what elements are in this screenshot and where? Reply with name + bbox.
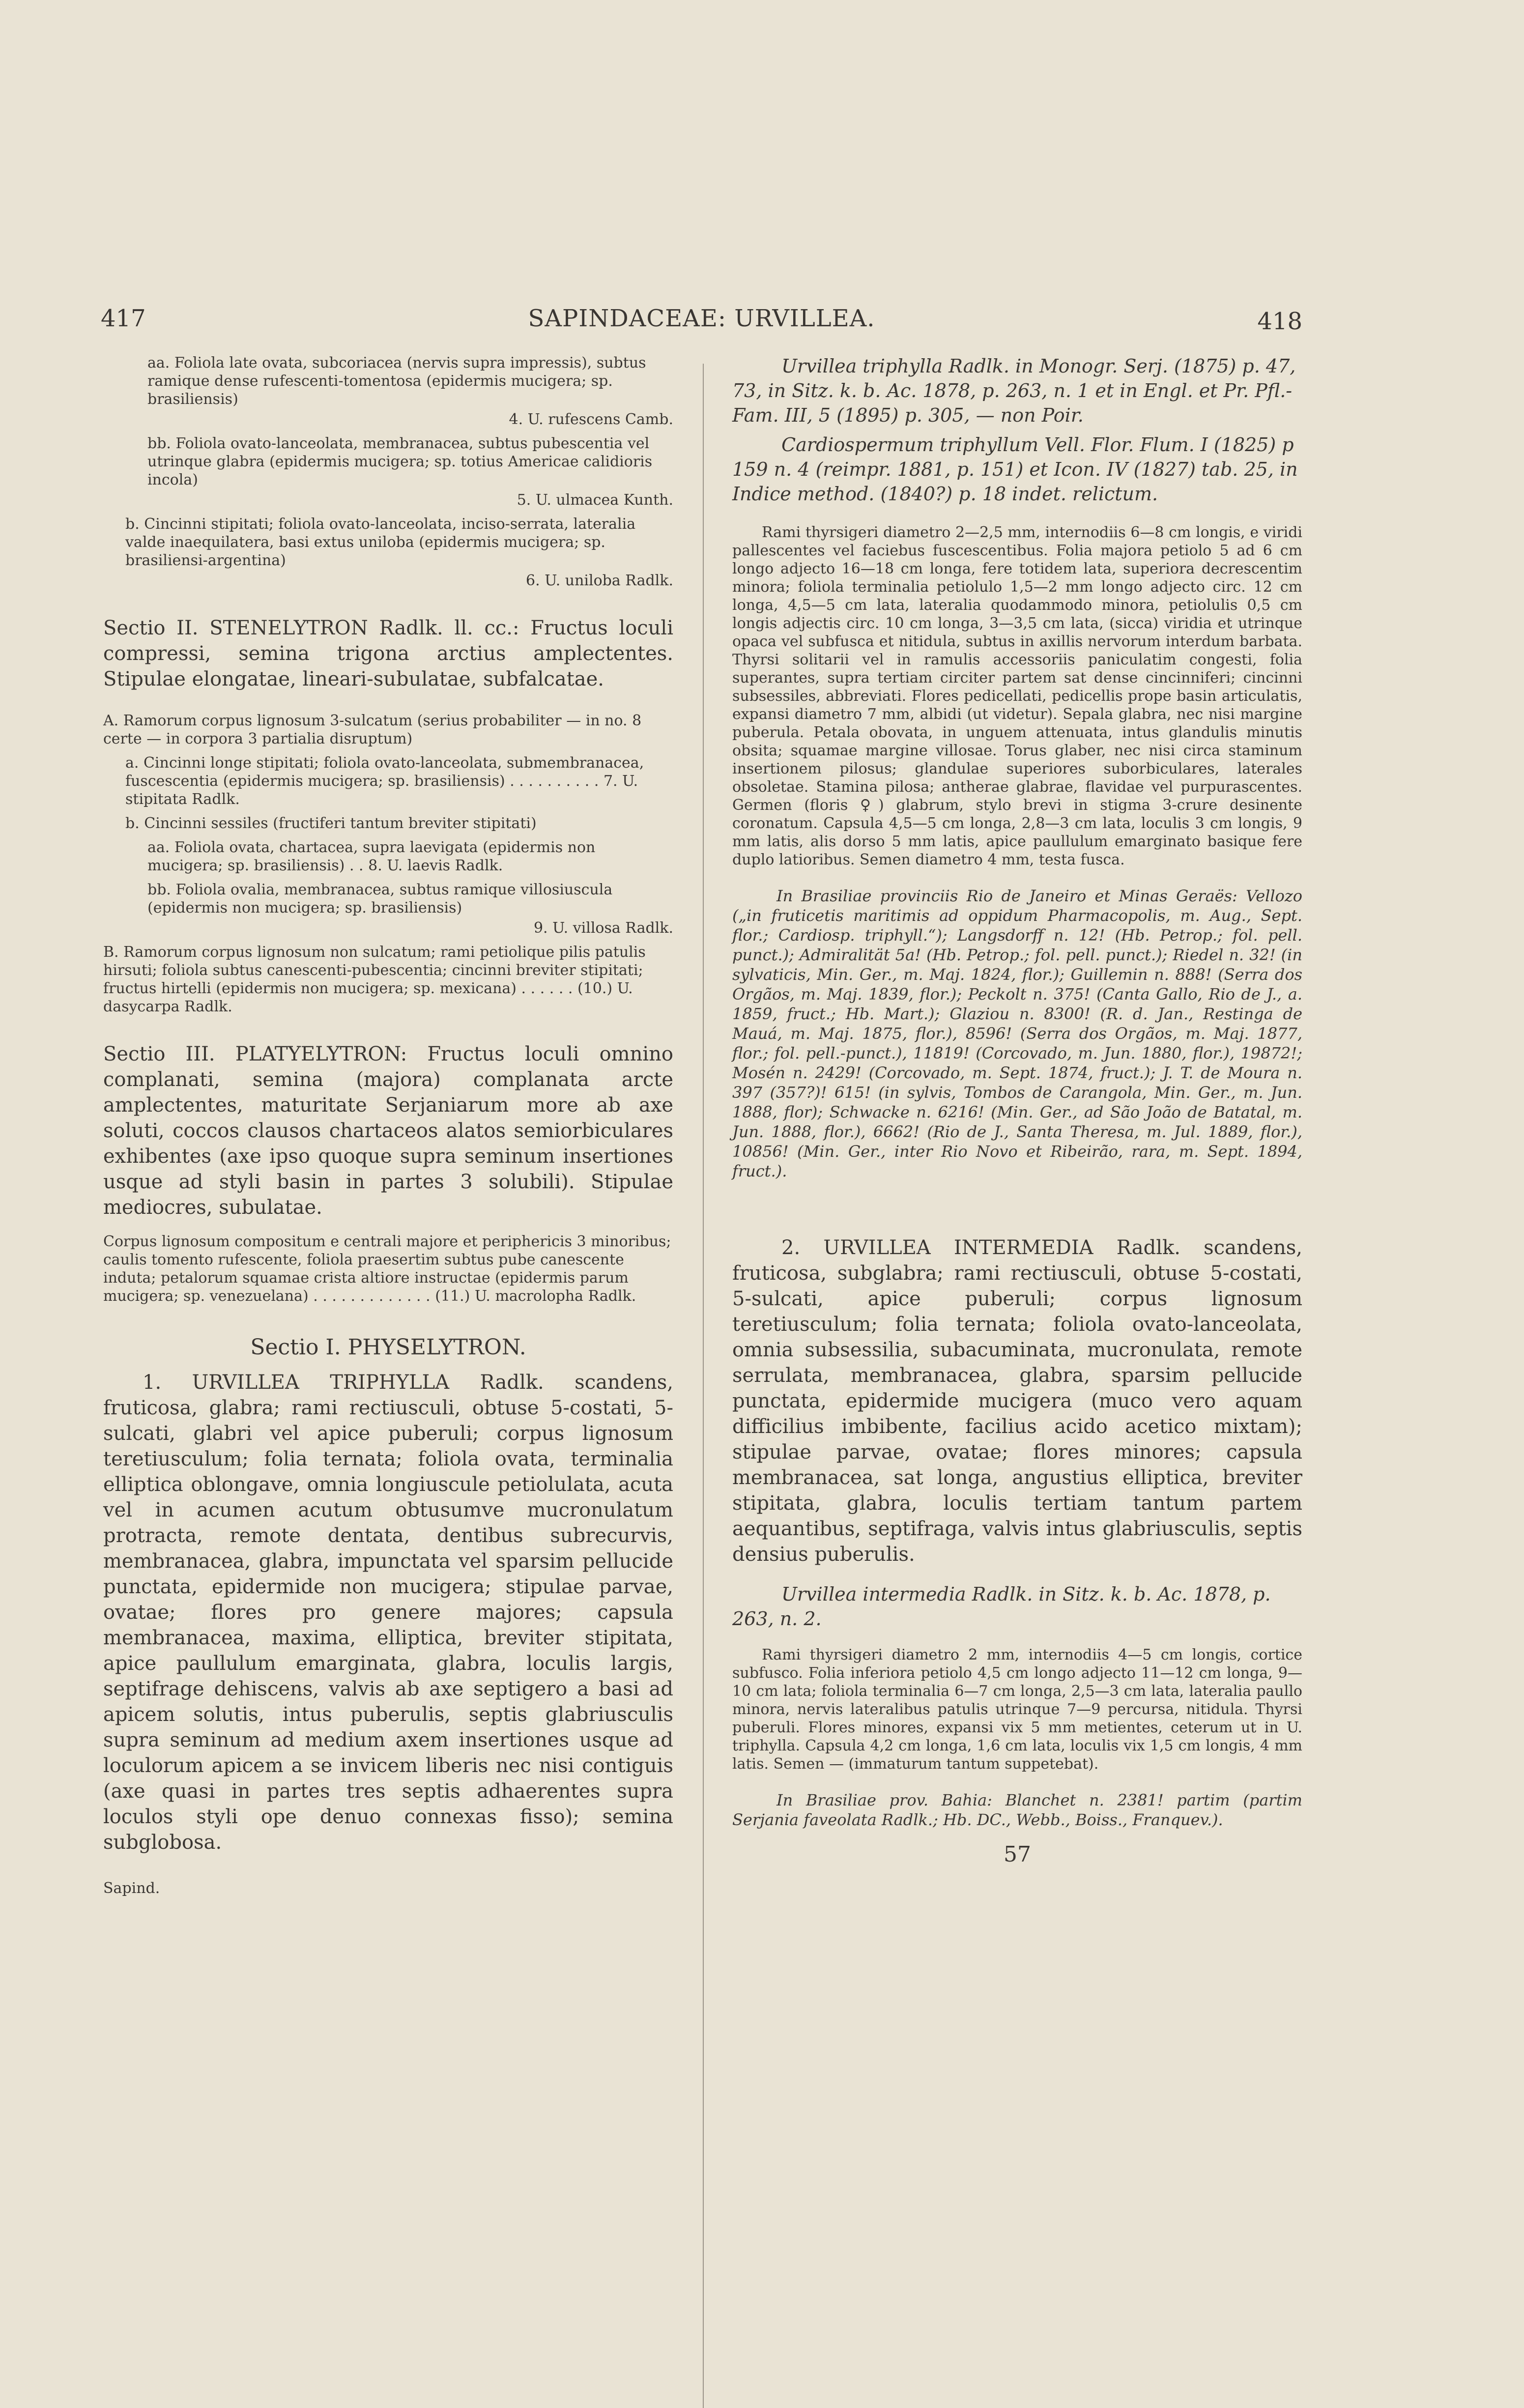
sectio-ii-paragraph: Sectio II. STENELYTRON Radlk. ll. cc.: Fructus loculi compressi, semina trigona arctius amplectentes. Stipulae elongatae, lineari-subulatae, subfalcatae.	[103, 617, 673, 690]
citation: Urvillea triphylla Radlk. in Monogr. Serj. (1875) p. 47, 73, in Sitz. k. b. Ac. 1878, p. 263, n. 1 et in Engl. et Pr. Pfl.-Fam. III, 5 (1895) p. 305, — non Poir.	[732, 355, 1296, 426]
species-1-details: Rami thyrsigeri diametro 2—2,5 mm, internodiis 6—8 cm longis, e viridi pallescentes vel faciebus fuscescentibus. Folia majora petiolo 5 ad 6 cm longo adjecto 16—18 cm longa, fere totidem lata, superiora decrescentim minora; foliola terminalia petiolulo 1,5—2 mm longo adjecto circ. 12 cm longa, 4,5—5 cm lata, lateralia quodammodo minora, petiolulis 0,5 cm longis adjectis circ. 10 cm longa, 3—3,5 cm lata, (sicca) viridia et utrinque opaca vel subfusca et nitidula, subtus in axillis nervorum interdum barbata. Thyrsi solitarii vel in ramulis accessoriis paniculatim congesti, folia superantes, supra tertiam circiter partem sat dense cincinniferi; cincinni subsessiles, abbreviati. Flores pedicellati, pedicellis prope basin articulatis, expansi diametro 7 mm, albidi (ut videtur). Sepala glabra, nec nisi margine puberula. Petala obovata, in unguem attenuata, intus glandulis minutis obsita; squamae margine villosae. Torus glaber, nec nisi circa staminum insertionem pilosus; glandulae superiores suborbiculares, laterales obsoletae. Stamina pilosa; antherae glabrae, flavidae vel purpurascentes. Germen (floris ♀) glabrum, stylo brevi in stigma 3-crure desinente coronatum. Capsula 4,5—5 cm longa, 2,8—3 cm lata, loculis 3 cm longis, 9 mm latis, alis dorso 5 mm latis, apice paullulum emarginato basique fere duplo latioribus. Semen diametro 4 mm, testa fusca.	[732, 524, 1302, 868]
citation: Urvillea intermedia Radlk. in Sitz. k. b. Ac. 1878, p. 263, n. 2.	[732, 1583, 1271, 1630]
key-species: 4. U. rufescens Camb.	[509, 411, 673, 428]
key-entry: b. Cincinni sessiles (fructiferi tantum breviter stipitati)	[125, 815, 537, 832]
right-column	[732, 354, 1302, 1867]
running-header	[101, 305, 1302, 344]
right-page-number: 418	[1257, 308, 1302, 335]
key-species: 6. U. uniloba Radlk.	[526, 572, 673, 589]
key-entry: B. Ramorum corpus lignosum non sulcatum; rami petiolique pilis patulis hirsuti; foliola subtus canescenti-pubescentia; cincinni breviter stipitati; fructus hirtelli (epidermis non mucigera; sp. mexicana) . . . . . . (10.) U. dasycarpa Radlk.	[103, 944, 646, 1015]
key-entry: b. Cincinni stipitati; foliola ovato-lanceolata, inciso-serrata, lateralia valde inaequilatera, basi extus uniloba (epidermis mucigera; sp. brasiliensi-argentina)	[125, 516, 636, 569]
key-entry: aa. Foliola late ovata, subcoriacea (nervis supra impressis), subtus ramique dense rufescenti-tomentosa (epidermis mucigera; sp. brasiliensis)	[147, 354, 646, 408]
species-2-description: 2. URVILLEA INTERMEDIA Radlk. scandens, fruticosa, subglabra; rami rectiusculi, obtuse 5-costati, 5-sulcati, apice puberuli; corpus lignosum teretiusculum; folia ternata; foliola ovato-lanceolata, omnia subsessilia, subacuminata, mucronulata, remote serrulata, membranacea, glabra, sparsim pellucide punctata, epidermide mucigera (muco vero aquam difficilius imbibente, facilius acido acetico mixtam); stipulae parvae, ovatae; flores minores; capsula membranacea, sat longa, angustius elliptica, breviter stipitata, glabra, loculis tertiam tantum partem aequantibus, septifraga, valvis intus glabriusculis, septis densius puberulis.	[732, 1236, 1302, 1566]
key-entry: a. Cincinni longe stipitati; foliola ovato-lanceolata, submembranacea, fuscescentia (epidermis mucigera; sp. brasiliensis) . . . . . . . . . . 7. U. stipitata Radlk.	[125, 754, 644, 808]
sectio-iii-paragraph: Sectio III. PLATYELYTRON: Fructus loculi omnino complanati, semina (majora) complanata arcte amplectentes, maturitate Serjaniarum more ab axe soluti, coccos clausos chartaceos alatos semiorbiculares exhibentes (axe ipso quoque supra seminum insertiones usque ad styli basin in partes 3 solubili). Stipulae mediocres, subulatae.	[103, 1043, 673, 1219]
key-species: 5. U. ulmacea Kunth.	[517, 491, 673, 509]
key-entry: A. Ramorum corpus lignosum 3-sulcatum (serius probabiliter — in no. 8 certe — in corpora 3 partialia disruptum)	[103, 712, 642, 747]
species-1-localities: In Brasiliae provinciis Rio de Janeiro et Minas Geraës: Vellozo („in fruticetis maritimis ad oppidum Pharmacopolis, m. Aug., Sept. flor.; Cardiosp. triphyll.“); Langsdorff n. 12! (Hb. Petrop.; fol. pell. punct.); Admiralität 5a! (Hb. Petrop.; fol. pell. punct.); Riedel n. 32! (in sylvaticis, Min. Ger., m. Maj. 1824, flor.); Guillemin n. 888! (Serra dos Orgãos, m. Maj. 1839, flor.); Peckolt n. 375! (Canta Gallo, Rio de J., a. 1859, fruct.; Hb. Mart.); Glaziou n. 8300! (R. d. Jan., Restinga de Mauá, m. Maj. 1875, flor.), 8596! (Serra dos Orgãos, m. Maj. 1877, flor.; fol. pell.-punct.), 11819! (Corcovado, m. Jun. 1880, flor.), 19872!; Mosén n. 2429! (Corcovado, m. Sept. 1874, fruct.); J. T. de Moura n. 397 (357?)! 615! (in sylvis, Tombos de Carangola, Min. Ger., m. Jun. 1888, flor); Schwacke n. 6216! (Min. Ger., ad São João de Batatal, m. Jun. 1888, flor.), 6662! (Rio de J., Santa Theresa, m. Jul. 1889, flor.), 10856! (Min. Ger., inter Rio Novo et Ribeirão, rara, m. Sept. 1894, fruct.).	[732, 887, 1302, 1180]
left-column	[103, 354, 673, 1897]
species-2-details: Rami thyrsigeri diametro 2 mm, internodiis 4—5 cm longis, cortice subfusco. Folia inferiora petiolo 4,5 cm longo adjecto 11—12 cm longa, 9—10 cm lata; foliola terminalia 6—7 cm longa, 2,5—3 cm lata, lateralia paullo minora, nervis lateralibus patulis utrinque 7—9 percursa, nitidula. Thyrsi puberuli. Flores minores, expansi vix 5 mm metientes, ceterum ut in U. triphylla. Capsula 4,2 cm longa, 1,6 cm lata, loculis vix 1,5 cm longis, 4 mm latis. Semen — (immaturum tantum suppetebat).	[732, 1646, 1302, 1773]
running-title: SAPINDACEAE: URVILLEA.	[528, 305, 875, 332]
key-entry: aa. Foliola ovata, chartacea, supra laevigata (epidermis non mucigera; sp. brasiliensis) . . 8. U. laevis Radlk.	[147, 839, 596, 874]
footnote-signature: Sapind.	[103, 1880, 160, 1897]
species-1-description: 1. URVILLEA TRIPHYLLA Radlk. scandens, fruticosa, glabra; rami rectiusculi, obtuse 5-costati, 5-sulcati, glabri vel apice puberuli; corpus lignosum teretiusculum; folia ternata; foliola ovata, terminalia elliptica oblongave, omnia longiuscule petiolulata, acuta vel in acumen acutum obtusumve mucronulatum protracta, remote dentata, dentibus subrecurvis, membranacea, glabra, impunctata vel sparsim pellucide punctata, epidermide non mucigera; stipulae parvae, ovatae; flores pro genere majores; capsula membranacea, maxima, elliptica, breviter stipitata, apice paullulum emarginata, glabra, loculis largis, septifrage dehiscens, valvis ab axe septigero a basi ad apicem solutis, intus puberulis, septis glabriusculis supra seminum ad medium axem insertiones usque ad loculorum apicem a se invicem liberis nec nisi contiguis (axe quasi in partes tres septis adhaerentes supra loculos styli ope denuo connexas fisso); semina subglobosa.	[103, 1371, 673, 1854]
species-2-localities: In Brasiliae prov. Bahia: Blanchet n. 2381! partim (partim Serjania faveolata Radlk.; Hb. DC., Webb., Boiss., Franquev.).	[732, 1791, 1302, 1829]
key-entry: bb. Foliola ovalia, membranacea, subtus ramique villosiuscula (epidermis non mucigera; sp. brasiliensis)	[147, 881, 613, 917]
folio-number: 57	[1004, 1842, 1031, 1867]
left-page-number: 417	[101, 305, 146, 332]
citation: Cardiospermum triphyllum Vell. Flor. Flum. I (1825) p 159 n. 4 (reimpr. 1881, p. 151) et Icon. IV (1827) tab. 25, in Indice method. (1840?) p. 18 indet. relictum.	[732, 434, 1298, 505]
sectio-i-heading: Sectio I. PHYSELYTRON.	[250, 1335, 526, 1360]
key-species: 9. U. villosa Radlk.	[533, 919, 673, 937]
key-entry: Corpus lignosum compositum e centrali majore et periphericis 3 minoribus; caulis tomento rufescente, foliola praesertim subtus pube canescente induta; petalorum squamae crista altiore instructae (epidermis parum mucigera; sp. venezuelana) . . . . . . . . . . . . . (11.) U. macrolopha Radlk.	[103, 1233, 671, 1305]
column-rule	[703, 364, 704, 2408]
key-entry: bb. Foliola ovato-lanceolata, membranacea, subtus pubescentia vel utrinque glabra (epidermis mucigera; sp. totius Americae calidioris incola)	[147, 435, 653, 488]
